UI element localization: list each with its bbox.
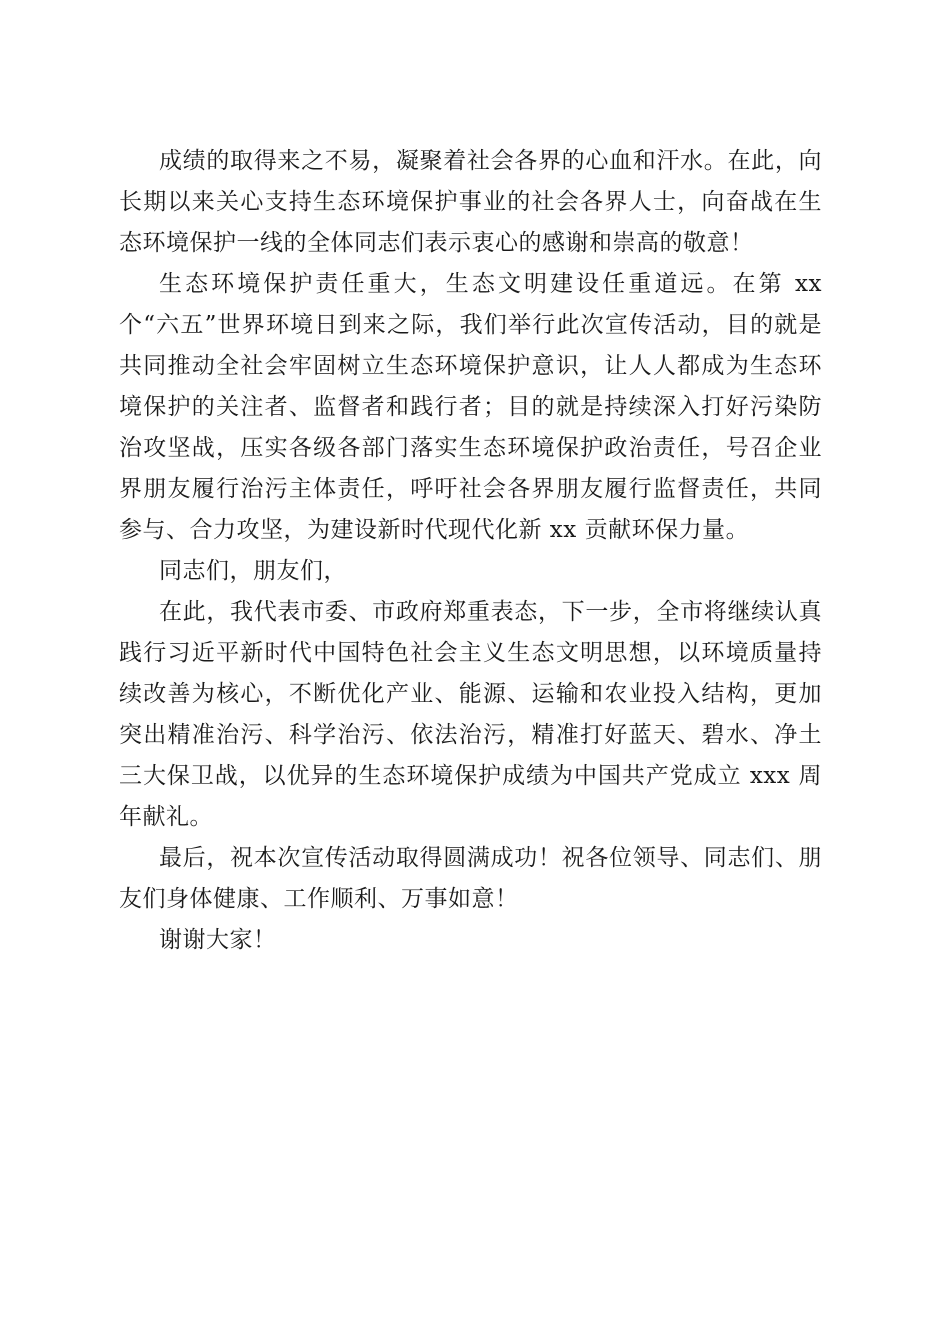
paragraph-thanks: 成绩的取得来之不易，凝聚着社会各界的心血和汗水。在此，向长期以来关心支持生态环境保护事业的社会各界人士，向奋战在生态环境保护一线的全体同志们表示衷心的感谢和崇高的敬意！ bbox=[119, 148, 822, 256]
paragraph-commitment: 在此，我代表市委、市政府郑重表态，下一步，全市将继续认真践行习近平新时代中国特色社会主义生态文明思想，以环境质量持续改善为核心，不断优化产业、能源、运输和农业投入结构，更加突出精准治污、科学治污、依法治污，精准打好蓝天、碧水、净土三大保卫战，以优异的生态环境保护成绩为中国共产党成立 xxx 周年献礼。 bbox=[119, 599, 822, 830]
paragraph-responsibility: 生态环境保护责任重大，生态文明建设任重道远。在第 xx 个“六五”世界环境日到来之际，我们举行此次宣传活动，目的就是共同推动全社会牢固树立生态环境保护意识，让人人都成为生态环境保护的关注者、监督者和践行者；目的就是持续深入打好污染防治攻坚战，压实各级各部门落实生态环境保护政治责任，号召企业界朋友履行治污主体责任，呼吁社会各界朋友履行监督责任，共同参与、合力攻坚，为建设新时代现代化新 xx 贡献环保力量。 bbox=[119, 271, 822, 543]
paragraph-closing: 谢谢大家！ bbox=[159, 927, 277, 953]
paragraph-salutation: 同志们，朋友们， bbox=[159, 558, 347, 584]
paragraph-wishes: 最后，祝本次宣传活动取得圆满成功！祝各位领导、同志们、朋友们身体健康、工作顺利、万事如意！ bbox=[119, 845, 822, 912]
document-body bbox=[119, 141, 822, 961]
